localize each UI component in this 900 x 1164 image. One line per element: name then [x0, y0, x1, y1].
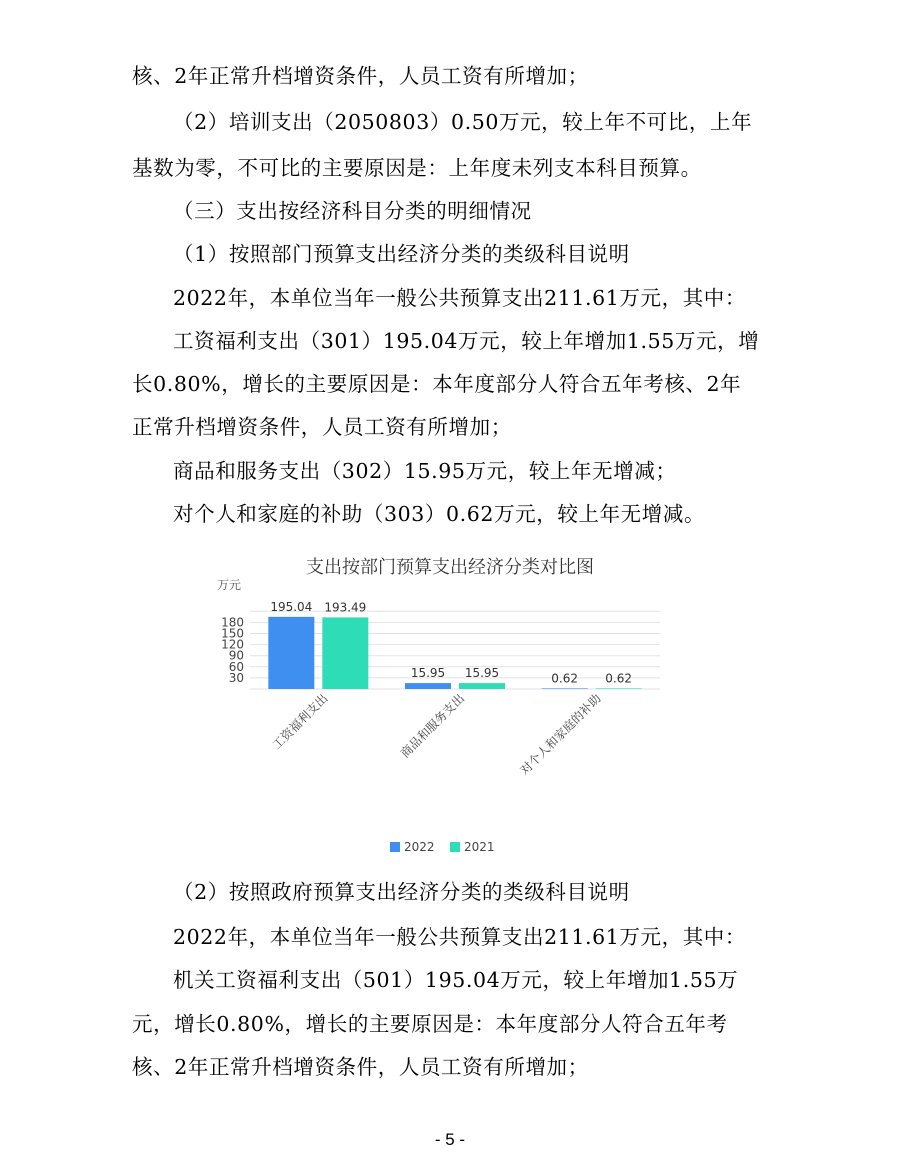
page-number: - 5 -: [434, 1130, 466, 1149]
paragraph-line: 基数为零，不可比的主要原因是：上年度未列支本科目预算。: [132, 156, 702, 180]
paragraph-line: 2022年，本单位当年一般公共预算支出211.61万元，其中：: [173, 286, 746, 310]
bar: [405, 683, 451, 689]
subsection-heading: （2）按照政府预算支出经济分类的类级科目说明: [173, 880, 630, 904]
y-axis-label: 万元: [217, 578, 242, 592]
y-tick-label: 30: [228, 670, 244, 685]
bar-value-label: 0.62: [551, 671, 579, 686]
paragraph-line: 元，增长0.80%，增长的主要原因是：本年度部分人符合五年考: [132, 1012, 728, 1036]
paragraph-line: 机关工资福利支出（501）195.04万元，较上年增加1.55万: [173, 968, 739, 992]
bar: [268, 617, 314, 689]
bar-value-label: 15.95: [464, 666, 500, 681]
paragraph-line: 对个人和家庭的补助（303）0.62万元，较上年无增减。: [173, 502, 706, 526]
bar: [322, 617, 368, 689]
bar-value-label: 193.49: [324, 600, 367, 615]
chart-title: 支出按部门预算支出经济分类对比图: [306, 557, 594, 578]
paragraph-line: 工资福利支出（301）195.04万元，较上年增加1.55万元，增: [173, 329, 760, 353]
x-tick-label: 工资福利支出: [269, 691, 331, 753]
y-tick-label: 60: [228, 659, 244, 674]
y-axis-ticks: [221, 615, 244, 685]
y-tick-label: 180: [221, 615, 244, 630]
paragraph-line: 核、2年正常升档增资条件，人员工资有所增加；: [132, 64, 589, 88]
bar-value-label: 195.04: [270, 599, 313, 614]
x-tick-label: 商品和服务支出: [397, 691, 468, 761]
paragraph-line: （2）培训支出（2050803）0.50万元，较上年不可比，上年: [173, 110, 753, 134]
legend-swatch: [390, 842, 400, 852]
paragraph-line: 商品和服务支出（302）15.95万元，较上年无增减；: [173, 459, 677, 483]
legend-label: 2021: [464, 840, 495, 854]
legend-label: 2022: [404, 840, 435, 854]
paragraph-line: 2022年，本单位当年一般公共预算支出211.61万元，其中：: [173, 925, 746, 949]
bar-value-label: 15.95: [410, 666, 446, 681]
section-heading: （三）支出按经济科目分类的明细情况: [173, 199, 532, 223]
legend-swatch: [450, 842, 460, 852]
bar: [542, 688, 588, 689]
x-axis-ticks: [269, 691, 604, 778]
bar: [459, 683, 505, 689]
y-tick-label: 150: [221, 626, 244, 641]
bar-value-label: 0.62: [605, 671, 633, 686]
chart-legend: [390, 840, 495, 854]
paragraph-line: 长0.80%，增长的主要原因是：本年度部分人符合五年考核、2年: [132, 372, 742, 396]
y-tick-label: 120: [221, 637, 244, 652]
paragraph-line: 正常升档增资条件，人员工资有所增加；: [132, 415, 512, 439]
expense-comparison-chart: [205, 543, 695, 873]
paragraph-line: 核、2年正常升档增资条件，人员工资有所增加；: [132, 1055, 589, 1079]
bar: [596, 688, 642, 689]
subsection-heading: （1）按照部门预算支出经济分类的类级科目说明: [173, 242, 630, 266]
x-tick-label: 对个人和家庭的补助: [517, 691, 604, 778]
y-tick-label: 90: [228, 648, 244, 663]
